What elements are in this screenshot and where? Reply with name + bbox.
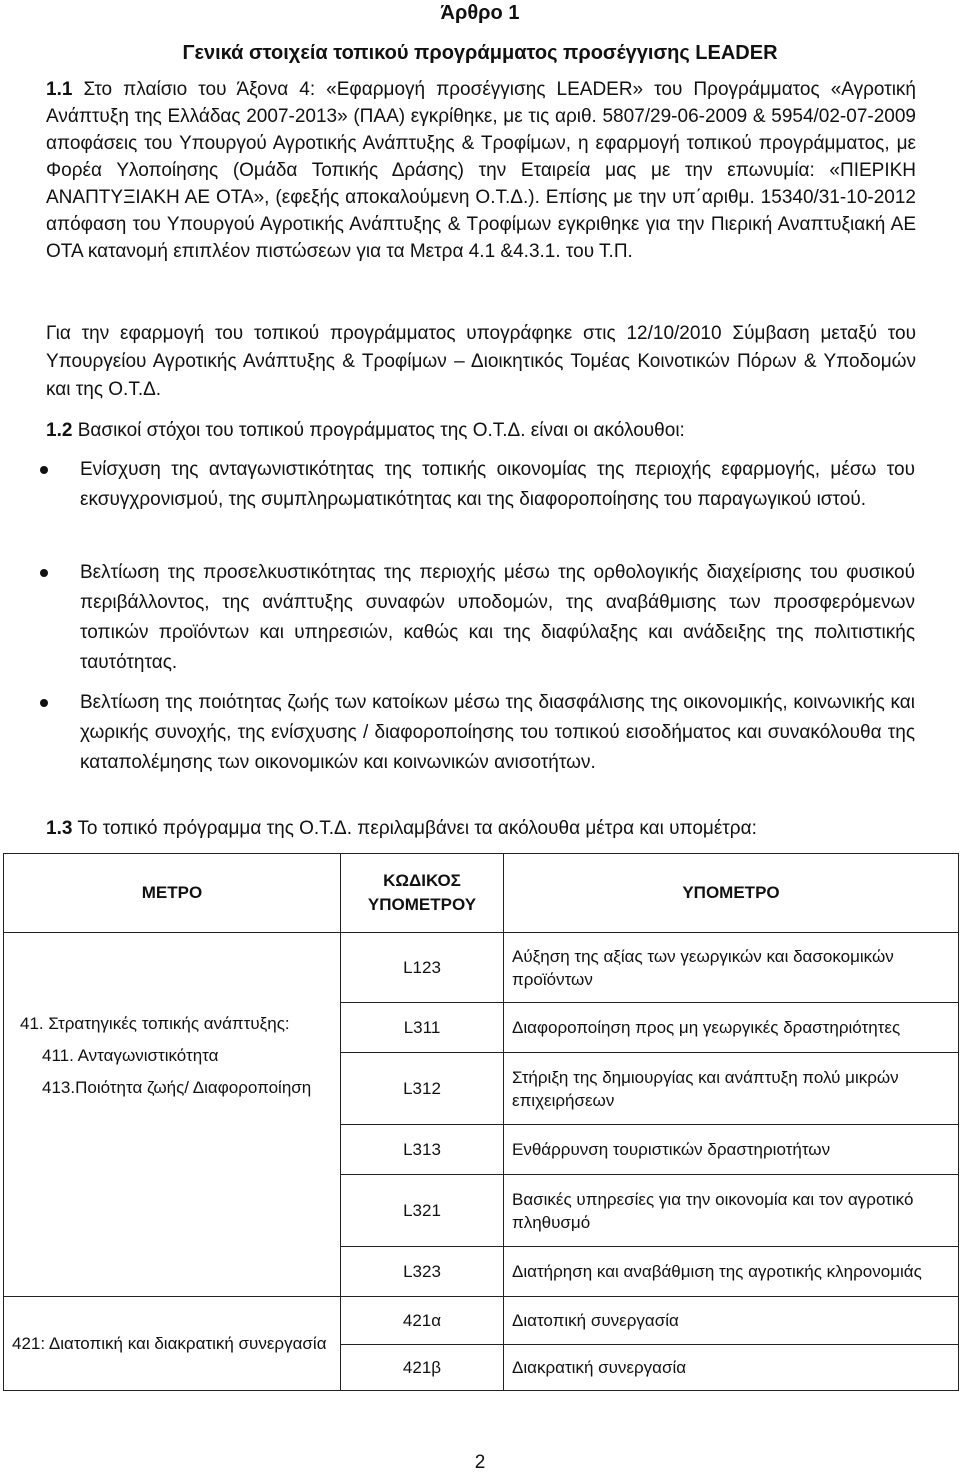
- header-submeasure-code: ΚΩΔΙΚΟΣ ΥΠΟΜΕΤΡΟΥ: [341, 854, 504, 933]
- header-submeasure: ΥΠΟΜΕΤΡΟ: [504, 854, 959, 933]
- submeasure-name: Διακρατική συνεργασία: [504, 1345, 959, 1391]
- measure-line: 411. Ανταγωνιστικότητα: [42, 1046, 219, 1065]
- article-number: Άρθρο 1: [440, 2, 520, 24]
- submeasure-code: 421α: [341, 1297, 504, 1345]
- section-1-2-title: Βασικοί στόχοι του τοπικού προγράμματος της Ο.Τ.Δ. είναι οι ακόλουθοι:: [77, 420, 685, 441]
- submeasure-code: L321: [341, 1175, 504, 1247]
- submeasure-name: Βασικές υπηρεσίες για την οικονομία και τον αγροτικό πληθυσμό: [504, 1175, 959, 1247]
- objective-item: Βελτίωση της προσελκυστικότητας της περιοχής μέσω της ορθολογικής διαχείρισης του φυσικού περιβάλλοντος, της ανάπτυξης συναφών υποδομών, της αναβάθμισης των προσφερόμενων τοπικών προϊόντων και υπηρεσιών, καθώς και της διαφύλαξης και ανάδειξης της πολιτιστικής ταυτότητας.: [80, 562, 915, 673]
- objective-item: Βελτίωση της ποιότητας ζωής των κατοίκων μέσω της διασφάλισης της οικονομικής, κοινωνικής και χωρικής συνοχής, της ενίσχυσης / διαφοροποίησης του τοπικού εισοδήματος και συνακόλουθα της καταπολέμησης των οικονομικών και κοινωνικών ανισοτήτων.: [80, 692, 915, 773]
- submeasure-name: Ενθάρρυνση τουριστικών δραστηριοτήτων: [504, 1125, 959, 1175]
- bullet-icon: [40, 569, 48, 577]
- article-title: Γενικά στοιχεία τοπικού προγράμματος προσέγγισης LEADER: [182, 42, 778, 64]
- submeasure-code: L123: [341, 933, 504, 1003]
- submeasure-name: Διαφοροποίηση προς μη γεωργικές δραστηριότητες: [504, 1003, 959, 1053]
- measure-cell-421: 421: Διατοπική και διακρατική συνεργασία: [4, 1297, 341, 1391]
- submeasure-code: L313: [341, 1125, 504, 1175]
- measures-table: [3, 853, 959, 1391]
- objective-item: Ενίσχυση της ανταγωνιστικότητας της τοπικής οικονομίας της περιοχής εφαρμογής, μέσω του εκσυγχρονισμού, της συμπληρωματικότητας και της διαφοροποίησης του παραγωγικού ιστού.: [80, 459, 915, 510]
- submeasure-code: 421β: [341, 1345, 504, 1391]
- section-1-1-text: Στο πλαίσιο του Άξονα 4: «Εφαρμογή προσέγγισης LEADER» του Προγράμματος «Αγροτική Ανάπτυξη της Ελλάδας 2007-2013» (ΠΑΑ) εγκρίθηκε, με τις αριθ. 5807/29-06-2009 & 5954/02-07-2009 αποφάσεις του Υπουργού Αγροτικής Ανάπτυξης & Τροφίμων, η εφαρμογή τοπικού προγράμματος, με Φορέα Υλοποίησης (Ομάδα Τοπικής Δράσης) την Εταιρεία μας με την επωνυμία: «ΠΙΕΡΙΚΗ ΑΝΑΠΤΥΞΙΑΚΗ ΑΕ ΟΤΑ», (εφεξής αποκαλούμενη Ο.Τ.Δ.). Επίσης με την υπ΄αριθμ. 15340/31-10-2012 απόφαση του Υπουργού Αγροτικής Ανάπτυξης & Τροφίμων εγκριθηκε για την Πιερική Αναπτυξιακή ΑΕ ΟΤΑ κατανομή επιπλέον πιστώσεων για τα Μετρα 4.1 &4.3.1. του Τ.Π.: [46, 79, 916, 262]
- measure-line: 413.Ποιότητα ζωής/ Διαφοροποίηση: [42, 1078, 312, 1097]
- section-1-2-heading: [46, 420, 685, 442]
- table-header-row: [4, 854, 959, 933]
- submeasure-name: Διατήρηση και αναβάθμιση της αγροτικής κληρονομιάς: [504, 1247, 959, 1297]
- measure-cell-41: [4, 933, 341, 1297]
- section-1-1-number: 1.1: [46, 79, 73, 100]
- header-measure: ΜΕΤΡΟ: [4, 854, 341, 933]
- section-1-2-number: 1.2: [46, 420, 73, 441]
- measure-line: 41. Στρατηγικές τοπικής ανάπτυξης:: [20, 1014, 290, 1033]
- section-1-3-title: Το τοπικό πρόγραμμα της Ο.Τ.Δ. περιλαμβάνει τα ακόλουθα μέτρα και υπομέτρα:: [77, 818, 757, 839]
- section-1-3-number: 1.3: [46, 818, 73, 839]
- submeasure-name: Αύξηση της αξίας των γεωργικών και δασοκομικών προϊόντων: [504, 933, 959, 1003]
- submeasure-name: Διατοπική συνεργασία: [504, 1297, 959, 1345]
- section-1-3-heading: [46, 818, 757, 840]
- submeasure-code: L312: [341, 1053, 504, 1125]
- submeasure-name: Στήριξη της δημιουργίας και ανάπτυξη πολύ μικρών επιχειρήσεων: [504, 1053, 959, 1125]
- bullet-icon: [40, 699, 48, 707]
- section-1-1-contract-paragraph: Για την εφαρμογή του τοπικού προγράμματος υπογράφηκε στις 12/10/2010 Σύμβαση μεταξύ του Υπουργείου Αγροτικής Ανάπτυξης & Τροφίμων – Διοικητικός Τομέας Κοινοτικών Πόρων & Υποδομών και της Ο.Τ.Δ.: [46, 323, 916, 400]
- submeasure-code: L323: [341, 1247, 504, 1297]
- submeasure-code: L311: [341, 1003, 504, 1053]
- table-row: [4, 933, 959, 1003]
- table-row: [4, 1297, 959, 1345]
- bullet-icon: [40, 466, 48, 474]
- page-number: 2: [474, 1452, 486, 1473]
- section-1-1-paragraph: [46, 76, 916, 265]
